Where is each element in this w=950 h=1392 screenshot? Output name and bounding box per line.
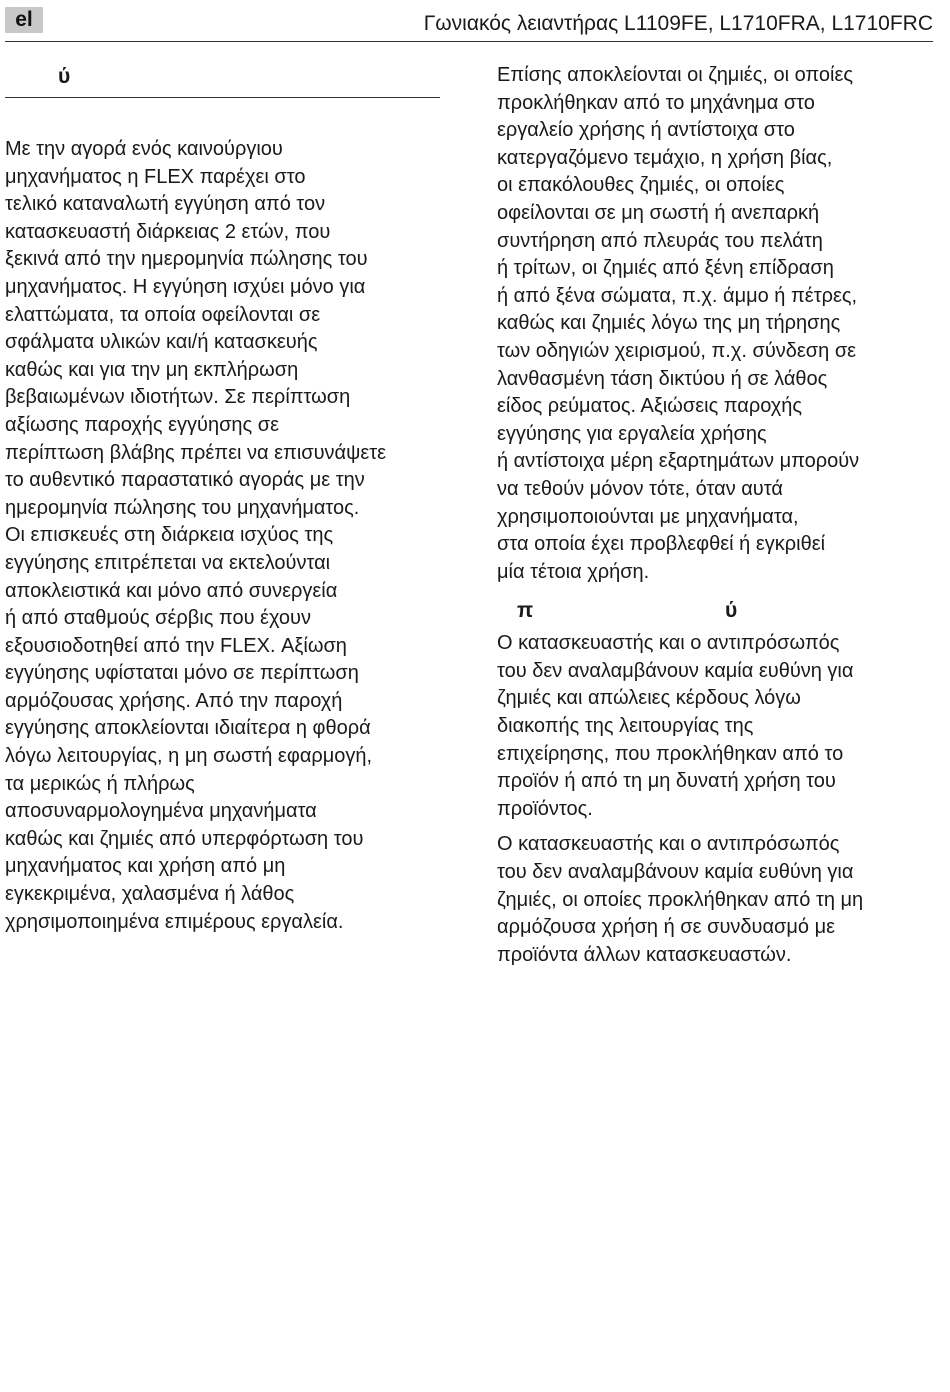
text-line: επιχείρησης, που προκλήθηκαν από το — [497, 742, 844, 765]
exclusions-paragraph — [497, 62, 937, 586]
document-title: Γωνιακός λειαντήρας L1109FE, L1710FRA, L1710FRC — [423, 12, 933, 35]
text-line: είδος ρεύματος. Αξιώσεις παροχής — [497, 395, 803, 418]
text-line: να τεθούν μόνον τότε, όταν αυτά — [497, 477, 783, 500]
text-line: εγγύησης επιτρέπεται να εκτελούνται — [5, 551, 331, 574]
text-line: προϊόν ή από τη μη δυνατή χρήση του — [497, 770, 836, 793]
liability-paragraph-2 — [497, 831, 937, 969]
text-line: καθώς και ζημιές από υπερφόρτωση του — [5, 827, 364, 850]
text-line: χρησιμοποιούνται με μηχανήματα, — [497, 505, 799, 528]
text-line: μηχανήματος και χρήση από μη — [5, 855, 286, 878]
liability-heading-part-a: π — [517, 599, 534, 623]
text-line: το αυθεντικό παραστατικό αγοράς με την — [5, 469, 365, 492]
liability-paragraph-1 — [497, 630, 937, 823]
text-line: τελικό καταναλωτή εγγύηση από τον — [5, 193, 326, 216]
left-column — [5, 62, 443, 936]
text-line: εργαλείο χρήσης ή αντίστοιχα στο — [497, 119, 795, 142]
text-line: μηχανήματος. Η εγγύηση ισχύει μόνο για — [5, 275, 366, 298]
text-line: Με την αγορά ενός καινούργιου — [5, 138, 283, 160]
text-line: καθώς και για την μη εκπλήρωση — [5, 358, 299, 381]
text-line: προϊόντος. — [497, 797, 593, 820]
text-line: Ο κατασκευαστής και ο αντιπρόσωπός — [497, 632, 840, 655]
text-line: ή από σταθμούς σέρβις που έχουν — [5, 607, 311, 630]
text-line: εγγύησης αποκλείονται ιδιαίτερα η φθορά — [5, 717, 371, 740]
text-line: ή από ξένα σώματα, π.χ. άμμο ή πέτρες, — [497, 284, 858, 307]
liability-heading — [497, 596, 937, 626]
text-line: οι επακόλουθες ζημιές, οι οποίες — [497, 174, 785, 197]
text-line: προϊόντα άλλων κατασκευαστών. — [497, 943, 792, 966]
text-line: αποσυναρμολογημένα μηχανήματα — [5, 800, 317, 823]
text-line: διακοπής της λειτουργίας της — [497, 715, 754, 738]
text-line: ή αντίστοιχα μέρη εξαρτημάτων μπορούν — [497, 450, 860, 473]
text-line: συντήρηση από πλευράς του πελάτη — [497, 229, 823, 252]
header-divider — [5, 41, 933, 42]
text-line: αξίωσης παροχής εγγύησης σε — [5, 413, 279, 436]
text-line: ζημιές, οι οποίες προκλήθηκαν από τη μη — [497, 888, 864, 911]
text-line: ελαττώματα, τα οποία οφείλονται σε — [5, 303, 321, 326]
text-line: λανθασμένη τάση δικτύου ή σε λάθος — [497, 367, 828, 390]
text-line: του δεν αναλαμβάνουν καμία ευθύνη για — [497, 659, 854, 682]
text-line: σφάλματα υλικών και/ή κατασκευής — [5, 331, 318, 354]
text-line: Οι επισκευές στη διάρκεια ισχύος της — [5, 524, 334, 547]
text-line: αρμόζουσα χρήση ή σε συνδυασμό με — [497, 916, 836, 939]
text-line: Ο κατασκευαστής και ο αντιπρόσωπός — [497, 833, 840, 856]
text-line: ημερομηνία πώλησης του μηχανήματος. — [5, 496, 360, 519]
text-line: Επίσης αποκλείονται οι ζημιές, οι οποίες — [497, 64, 854, 86]
text-line: εγγύησης υφίσταται μόνο σε περίπτωση — [5, 662, 359, 685]
text-line: μηχανήματος η FLEX παρέχει στο — [5, 165, 306, 188]
text-line: περίπτωση βλάβης πρέπει να επισυνάψετε — [5, 441, 387, 464]
text-line: εγκεκριμένα, χαλασμένα ή λάθος — [5, 883, 295, 906]
text-line: εξουσιοδοτηθεί από την FLEX. Αξίωση — [5, 634, 347, 657]
text-line: των οδηγιών χειρισμού, π.χ. σύνδεση σε — [497, 339, 857, 362]
text-line: μία τέτοια χρήση. — [497, 560, 650, 583]
liability-heading-part-b: ύ — [725, 599, 738, 623]
text-line: ζημιές και απώλειες κέρδους λόγω — [497, 687, 801, 710]
text-line: ή τρίτων, οι ζημιές από ξένη επίδραση — [497, 257, 834, 280]
language-badge: el — [5, 7, 43, 33]
text-line: αποκλειστικά και μόνο από συνεργεία — [5, 579, 338, 602]
text-line: εγγύησης για εργαλεία χρήσης — [497, 422, 767, 445]
text-line: ξεκινά από την ημερομηνία πώλησης του — [5, 248, 368, 271]
section-divider — [5, 97, 440, 98]
text-line: κατασκευαστή διάρκειας 2 ετών, που — [5, 220, 331, 243]
text-line: προκλήθηκαν από το μηχάνημα στο — [497, 91, 815, 114]
warranty-paragraph — [5, 136, 443, 936]
text-line: στα οποία έχει προβλεφθεί ή εγκριθεί — [497, 533, 826, 556]
text-line: κατεργαζόμενο τεμάχιο, η χρήση βίας, — [497, 146, 833, 169]
text-line: καθώς και ζημιές λόγω της μη τήρησης — [497, 312, 841, 335]
text-line: του δεν αναλαμβάνουν καμία ευθύνη για — [497, 861, 854, 884]
text-line: τα μερικώς ή πλήρως — [5, 772, 195, 795]
text-line: βεβαιωμένων ιδιοτήτων. Σε περίπτωση — [5, 386, 351, 409]
right-column — [497, 62, 937, 969]
text-line: χρησιμοποιημένα επιμέρους εργαλεία. — [5, 910, 344, 933]
text-line: λόγω λειτουργίας, η μη σωστή εφαρμογή, — [5, 745, 373, 768]
text-line: οφείλονται σε μη σωστή ή ανεπαρκή — [497, 201, 820, 224]
warranty-heading: ύ — [58, 65, 71, 88]
text-line: αρμόζουσας χρήσης. Από την παροχή — [5, 689, 343, 712]
